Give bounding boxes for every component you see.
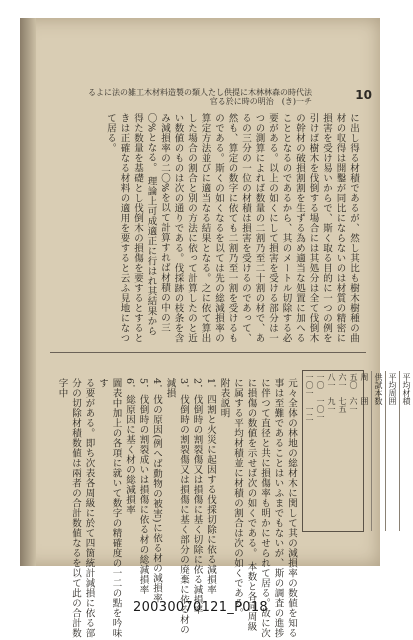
running-header: るよに法の雑工木材料造製の類人たし供提に木林林森の時代法官る於に時の明治 (き)一チ — [88, 88, 312, 106]
note-item: 圖表中加上の各項に就いて数字の精確度の一二の點を吟味す — [97, 378, 122, 638]
notes-title: 附表説明 — [218, 378, 230, 418]
table-col-header-3: 平均材積 — [399, 371, 413, 531]
note-item: 5．伐倒時の割裂成いは損傷に依る材の総減損率 — [137, 378, 149, 595]
table-col-header-0: 周 囲 五〇 六一 六一 七五 八一 九一 一〇 一〇一 一〇一 一二 — [303, 371, 371, 531]
table-cell: 一〇一 一二 — [305, 373, 314, 421]
lower-body-text — [46, 378, 298, 638]
note-item: 2．伐倒時の割裂傷又は損傷に基く切除に依る減損率 — [191, 378, 203, 615]
table-cell: 六一 七五 — [338, 373, 347, 413]
note-item: 4．伐の原因(例へば動物の被害)に依る材の減損率 — [151, 378, 162, 603]
data-table — [302, 370, 411, 532]
note-item: 6．総原因に基く材の総減損率 — [124, 378, 135, 515]
note-item: 3．伐倒時の割裂傷又は損傷に基く部分の廃棄に依る材の減損 — [164, 378, 189, 635]
page-header — [82, 88, 372, 116]
table-col-header-2: 平均周囲 — [385, 371, 399, 531]
note-item: る要がある。即ち次表各周級に於て四箇統計減損に依る部分の切除材積数値は兩者の合計数値なるを以て此の合計数字中 — [56, 378, 95, 638]
page-gutter-shadow — [20, 18, 36, 566]
table-cell: 八一 九一 — [327, 373, 336, 413]
table-cell: 一〇 一〇一 — [316, 373, 325, 421]
section-divider — [50, 352, 366, 353]
lower-paragraph: 元々全体の林地の総材木に関して其の減損率の数値を知る事は至難であることはいふまでもないが、斯の調査の進捗に伴つて直径と共に損傷率も明かにせられて居る。故に次に損傷の数値を示せば次の如くである。 本数と各同周級に属する平均材積並に材積の割合は次の如くである。 — [232, 378, 297, 638]
table-cell: 五〇 六一 — [349, 373, 358, 413]
note-item: 1．四割と火災に起因する伐採切除に依る減損率 — [205, 378, 216, 595]
upper-body-text: に出し得る材積であるが、然し其比も樹木樹種の曲材の収得は開鑿が同比にならないのは材質の精密に損害を受け易いからで、斯く取る目的に一つの例を引けば樹木を伐倒する場合には其処分は全て伐倒木の幹材の破損割割を生ずる為め適当な処置に加へることとなるのであるから、其のメートル切除する必要がある。以上の如くにして損害を受ける部分は一つの測算によれば数量の二割乃至二十割の材で、あるの三分の一位の材積は損害を受けるのであって、然も、算定の数字に依ても二割乃至一割を受けるものである。斯くの如くなるを以ては先の総減損率の算定方法並びに適当なる結果となる。之に依て算出した場合の割合と別の方法に依って計算したのと近い数値のものは次の通りである。伐採跡の枝条を含み減損率の二〇%を以て計算すれば材積の中の三〇%となる。 理論上可成適正に行はれ其結果から得た数量を基礎とし伐倒木の損傷を要するとするときは正確なる材料の適用を要すると云ふ見地になつて居る。 — [105, 113, 359, 343]
page-number: 10 — [355, 88, 372, 102]
image-caption: 20030070121_P018 — [133, 600, 268, 615]
table-col-header-1: 供試本数 — [371, 371, 385, 531]
